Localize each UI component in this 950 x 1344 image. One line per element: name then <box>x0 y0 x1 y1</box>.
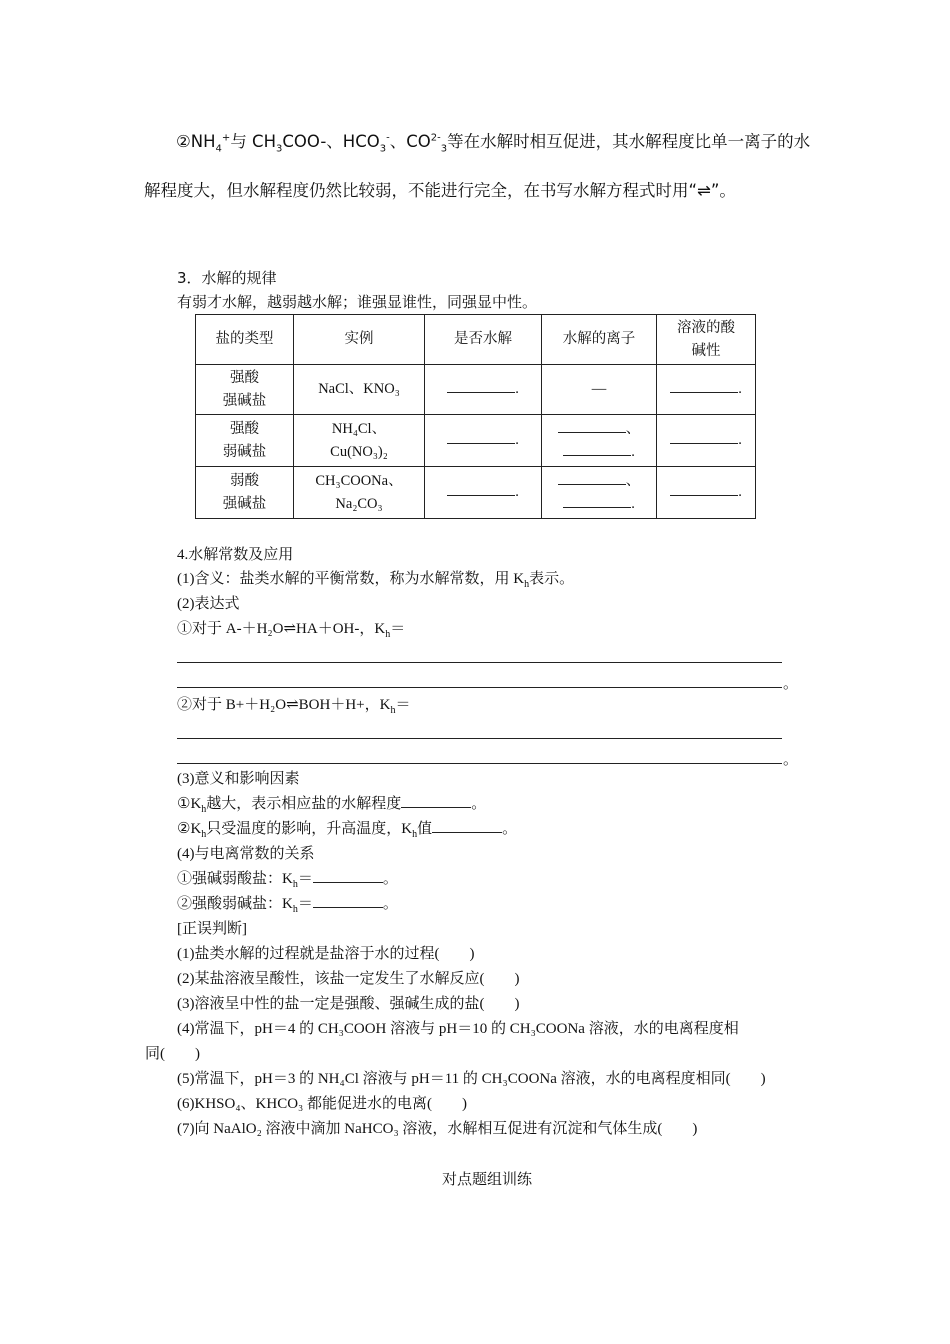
eq1-sub: h <box>385 629 391 640</box>
header-example: 实例 <box>294 315 425 365</box>
p3b-sub2: h <box>412 829 418 840</box>
p3a-pre: ①K <box>177 796 202 812</box>
hco3-sub: 3 <box>379 143 387 155</box>
judgement-item[interactable]: (4)常温下，pH＝4 的 CH₃COOH 溶液与 pH＝10 的 CH₃COONa 溶液，水的电离程度相 <box>177 1021 739 1037</box>
p3a-sub: h <box>201 804 207 815</box>
row1-type-l2: 强碱盐 <box>222 392 267 409</box>
row3-type-l2: 强碱盐 <box>222 495 267 512</box>
eq2-line <box>177 693 411 723</box>
table-header-row <box>196 315 756 365</box>
p3a-post: 越大，表示相应盐的水解程度 <box>206 796 402 812</box>
nh4-sub: 4 <box>215 143 222 155</box>
period: 。 <box>471 796 487 812</box>
answer-line[interactable] <box>177 763 782 764</box>
blank[interactable] <box>313 868 383 883</box>
co3-sup: 2- <box>430 132 441 144</box>
footer-title: 对点题组训练 <box>442 1170 533 1188</box>
comma: 、 <box>625 472 641 489</box>
judgement-item[interactable]: (2)某盐溶液呈酸性，该盐一定发生了水解反应( ) <box>177 971 520 987</box>
header-acidity-l2: 碱性 <box>691 342 721 359</box>
header-acidity-l1: 溶液的酸 <box>677 319 735 336</box>
eq1-line <box>177 617 405 647</box>
row2-ion-l2 <box>542 441 656 464</box>
row2-example <box>294 415 425 467</box>
p3b-sub: h <box>201 829 207 840</box>
p4a-sub: h <box>292 879 298 890</box>
p4a-eq: ＝ <box>297 871 313 887</box>
p3b-post: 值 <box>417 821 433 837</box>
blank[interactable] <box>563 441 631 456</box>
ch3coo-text: COO-、HCO <box>282 132 380 151</box>
row3-type-l1: 弱酸 <box>230 472 259 489</box>
period: . <box>631 443 635 460</box>
header-acidity <box>657 315 756 365</box>
blank[interactable] <box>447 378 515 393</box>
period: . <box>631 495 635 512</box>
intro-rest: 等在水解时相互促进，其水解程度比单一离子的水 <box>447 132 811 151</box>
header-type: 盐的类型 <box>196 315 294 365</box>
row2-type-l2: 弱碱盐 <box>222 443 267 460</box>
p4a-text: ①强碱弱酸盐：K <box>177 871 293 887</box>
p3b-mid: 只受温度的影响，升高温度，K <box>206 821 413 837</box>
blank[interactable] <box>558 418 626 433</box>
row2-acidity <box>657 415 756 467</box>
period: 。 <box>502 821 518 837</box>
eq1-end: ＝ <box>390 621 406 637</box>
ch3-text: 与 CH <box>230 132 276 151</box>
header-hydrolysis: 是否水解 <box>425 315 542 365</box>
blank[interactable] <box>558 470 626 485</box>
section4-p2: (2)表达式 <box>177 596 240 612</box>
period: 。 <box>783 752 799 768</box>
intro-line-1 <box>176 128 810 154</box>
judgement-item[interactable]: (6)KHSO₄、KHCO₃ 都能促进水的电离( ) <box>177 1096 468 1112</box>
nh4-text: ②NH <box>176 132 216 151</box>
row1-hydrolysis <box>425 365 542 415</box>
judgement-item[interactable]: (3)溶液呈中性的盐一定是强酸、强碱生成的盐( ) <box>177 996 520 1012</box>
table-row <box>196 365 756 415</box>
judgement-heading: [正误判断] <box>177 921 247 937</box>
section4-p3: (3)意义和影响因素 <box>177 771 300 787</box>
row2-example-l1: NH₄Cl、 <box>331 420 387 437</box>
row3-ion-l1 <box>542 470 656 493</box>
judgement-item[interactable]: (7)向 NaAlO₂ 溶液中滴加 NaHCO₃ 溶液，水解相互促进有沉淀和气体生成( ) <box>177 1121 698 1137</box>
co3-text: 、CO <box>389 132 431 151</box>
period: . <box>738 381 742 397</box>
row1-acidity <box>657 365 756 415</box>
comma: 、 <box>625 420 641 437</box>
row3-type <box>196 467 294 519</box>
table-row <box>196 467 756 519</box>
blank[interactable] <box>313 893 383 908</box>
p4b-text: ②强酸弱碱盐：K <box>177 896 293 912</box>
row3-hydrolysis <box>425 467 542 519</box>
row1-ion: — <box>542 365 657 415</box>
row3-ion-l2 <box>542 493 656 516</box>
blank[interactable] <box>670 481 738 496</box>
row2-ion-l1 <box>542 418 656 441</box>
table-row <box>196 415 756 467</box>
p3b-pre: ②K <box>177 821 202 837</box>
blank[interactable] <box>670 378 738 393</box>
row1-example: NaCl、KNO₃ <box>294 365 425 415</box>
ch3-sub: 3 <box>276 143 283 155</box>
section3-heading: 3．水解的规律 <box>177 269 277 287</box>
row1-type <box>196 365 294 415</box>
blank[interactable] <box>447 481 515 496</box>
row3-ion <box>542 467 657 519</box>
blank[interactable] <box>670 429 738 444</box>
section3-rule: 有弱才水解，越弱越水解；谁强显谁性，同强显中性。 <box>177 295 538 311</box>
hco3-sup: - <box>386 132 390 144</box>
eq2-sub: h <box>390 705 396 716</box>
row2-hydrolysis <box>425 415 542 467</box>
answer-line[interactable] <box>177 738 782 739</box>
period: . <box>738 484 742 500</box>
row3-acidity <box>657 467 756 519</box>
blank[interactable] <box>401 793 471 808</box>
judgement-item[interactable]: (5)常温下，pH＝3 的 NH₄Cl 溶液与 pH＝11 的 CH₃COONa 溶液，水的电离程度相同( ) <box>177 1071 766 1087</box>
judgement-item[interactable]: (1)盐类水解的过程就是盐溶于水的过程( ) <box>177 946 475 962</box>
row3-example-l1: CH₃COONa、 <box>315 472 403 489</box>
period: . <box>515 381 519 397</box>
hydrolysis-table <box>195 314 756 519</box>
p4b-sub: h <box>292 904 298 915</box>
judgement-item-cont[interactable]: 同( ) <box>145 1046 200 1062</box>
section4-heading: 4.水解常数及应用 <box>177 547 294 563</box>
row2-type-l1: 强酸 <box>230 420 259 437</box>
row1-type-l1: 强酸 <box>230 369 259 386</box>
intro-line-2: 解程度大，但水解程度仍然比较弱，不能进行完全，在书写水解方程式时用“⇌”。 <box>144 181 736 200</box>
blank[interactable] <box>563 493 631 508</box>
eq1-text: ①对于 A-＋H₂O⇌HA＋OH-，K <box>177 621 386 637</box>
period: 。 <box>783 676 799 692</box>
eq2-text: ②对于 B+＋H₂O⇌BOH＋H+，K <box>177 697 391 713</box>
blank[interactable] <box>447 429 515 444</box>
header-ion: 水解的离子 <box>542 315 657 365</box>
period: 。 <box>382 871 398 887</box>
row3-example <box>294 467 425 519</box>
row2-example-l2: Cu(NO₃)₂ <box>330 443 388 460</box>
blank[interactable] <box>432 818 502 833</box>
row2-ion <box>542 415 657 467</box>
p1-sub: h <box>524 579 530 590</box>
row3-example-l2: Na₂CO₃ <box>335 495 383 512</box>
eq2-end: ＝ <box>395 697 411 713</box>
co3-sub: 3 <box>440 143 448 155</box>
row2-type <box>196 415 294 467</box>
period: . <box>738 432 742 448</box>
section4-p4: (4)与电离常数的关系 <box>177 846 315 862</box>
period: . <box>515 484 519 500</box>
period: 。 <box>382 896 398 912</box>
p1-end: 表示。 <box>529 571 575 587</box>
answer-line[interactable] <box>177 687 782 688</box>
period: . <box>515 432 519 448</box>
p1-text: (1)含义：盐类水解的平衡常数，称为水解常数，用 K <box>177 571 525 587</box>
p4b-eq: ＝ <box>297 896 313 912</box>
nh4-sup: + <box>221 132 231 144</box>
answer-line[interactable] <box>177 662 782 663</box>
